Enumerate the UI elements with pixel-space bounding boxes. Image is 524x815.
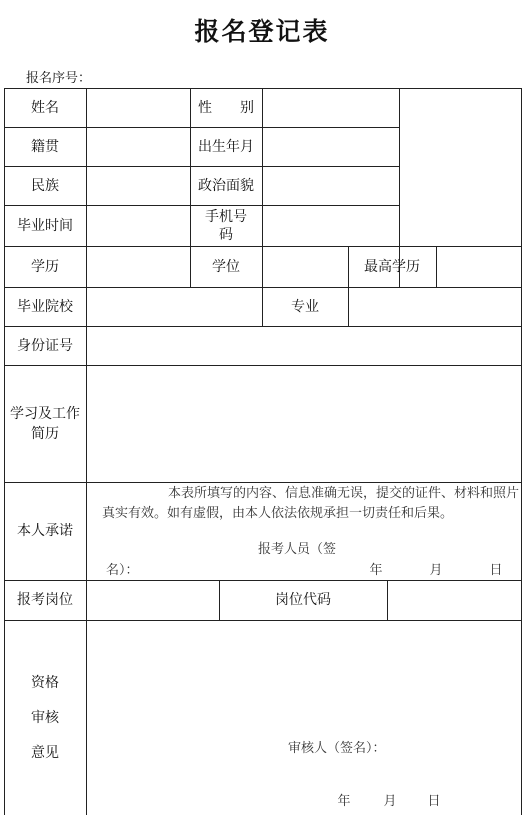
grid-line-vertical: [521, 88, 522, 815]
phone-field[interactable]: [262, 205, 399, 246]
pledge-line-2: 真实有效。如有虚假，由本人依法依规承担一切责任和后果。: [102, 506, 454, 521]
pledge-day: 日: [489, 563, 503, 578]
position-code-field[interactable]: [387, 580, 521, 620]
highest-education-field[interactable]: [436, 246, 521, 287]
label-political: 政治面貌: [198, 177, 254, 194]
id-number-field[interactable]: [86, 326, 521, 365]
label-degree: 学位: [212, 258, 240, 275]
label-education: 学历: [31, 258, 59, 275]
label-school: 毕业院校: [17, 298, 73, 315]
label-position-code: 岗位代码: [275, 592, 331, 608]
label-id-number: 身份证号: [17, 337, 73, 354]
major-field[interactable]: [348, 287, 521, 326]
label-name: 姓名: [31, 99, 59, 116]
form-title: 报名登记表: [194, 17, 330, 46]
native-place-field[interactable]: [86, 127, 190, 166]
label-phone-line1: 手机号: [205, 208, 247, 225]
serial-number-label: 报名序号：: [26, 71, 92, 86]
pledge-year: 年: [369, 563, 383, 578]
label-highest-education: 最高学历: [364, 258, 420, 275]
label-gender: 性 别: [198, 99, 254, 116]
pledge-signer-label: 报考人员（签: [258, 542, 337, 557]
label-native-place: 籍贯: [31, 138, 59, 155]
grad-time-field[interactable]: [86, 205, 190, 246]
label-phone-line2: 码: [219, 226, 233, 243]
name-field[interactable]: [86, 88, 190, 127]
label-position: 报考岗位: [17, 592, 73, 608]
gender-field[interactable]: [262, 88, 399, 127]
label-resume: [4, 365, 86, 482]
label-review-line1: 资格: [31, 674, 59, 691]
political-field[interactable]: [262, 166, 399, 205]
label-review-line3: 意见: [31, 744, 59, 761]
label-major: 专业: [291, 298, 319, 315]
label-resume-line1: 学习及工作: [10, 405, 80, 422]
label-phone: [190, 205, 262, 246]
ethnicity-field[interactable]: [86, 166, 190, 205]
pledge-month: 月: [429, 563, 443, 578]
label-review: [4, 620, 86, 815]
label-birth: 出生年月: [198, 138, 254, 155]
review-day: 日: [427, 794, 441, 809]
degree-field[interactable]: [262, 246, 348, 287]
label-resume-line2: 简历: [31, 425, 59, 442]
resume-field[interactable]: [86, 365, 521, 482]
birth-field[interactable]: [262, 127, 399, 166]
label-ethnicity: 民族: [31, 177, 59, 194]
label-pledge: 本人承诺: [17, 523, 73, 539]
pledge-signer-label-cont: 名）：: [106, 563, 139, 578]
pledge-line-1: 本表所填写的内容、信息准确无误，提交的证件、材料和照片: [167, 486, 519, 501]
label-grad-time: 毕业时间: [17, 217, 73, 234]
review-signer-label: 审核人（签名）：: [288, 741, 386, 756]
label-review-line2: 审核: [31, 709, 59, 726]
school-field[interactable]: [86, 287, 262, 326]
photo-box[interactable]: [399, 88, 521, 246]
review-month: 月: [383, 794, 397, 809]
review-year: 年: [337, 794, 351, 809]
education-field[interactable]: [86, 246, 190, 287]
position-field[interactable]: [86, 580, 219, 620]
